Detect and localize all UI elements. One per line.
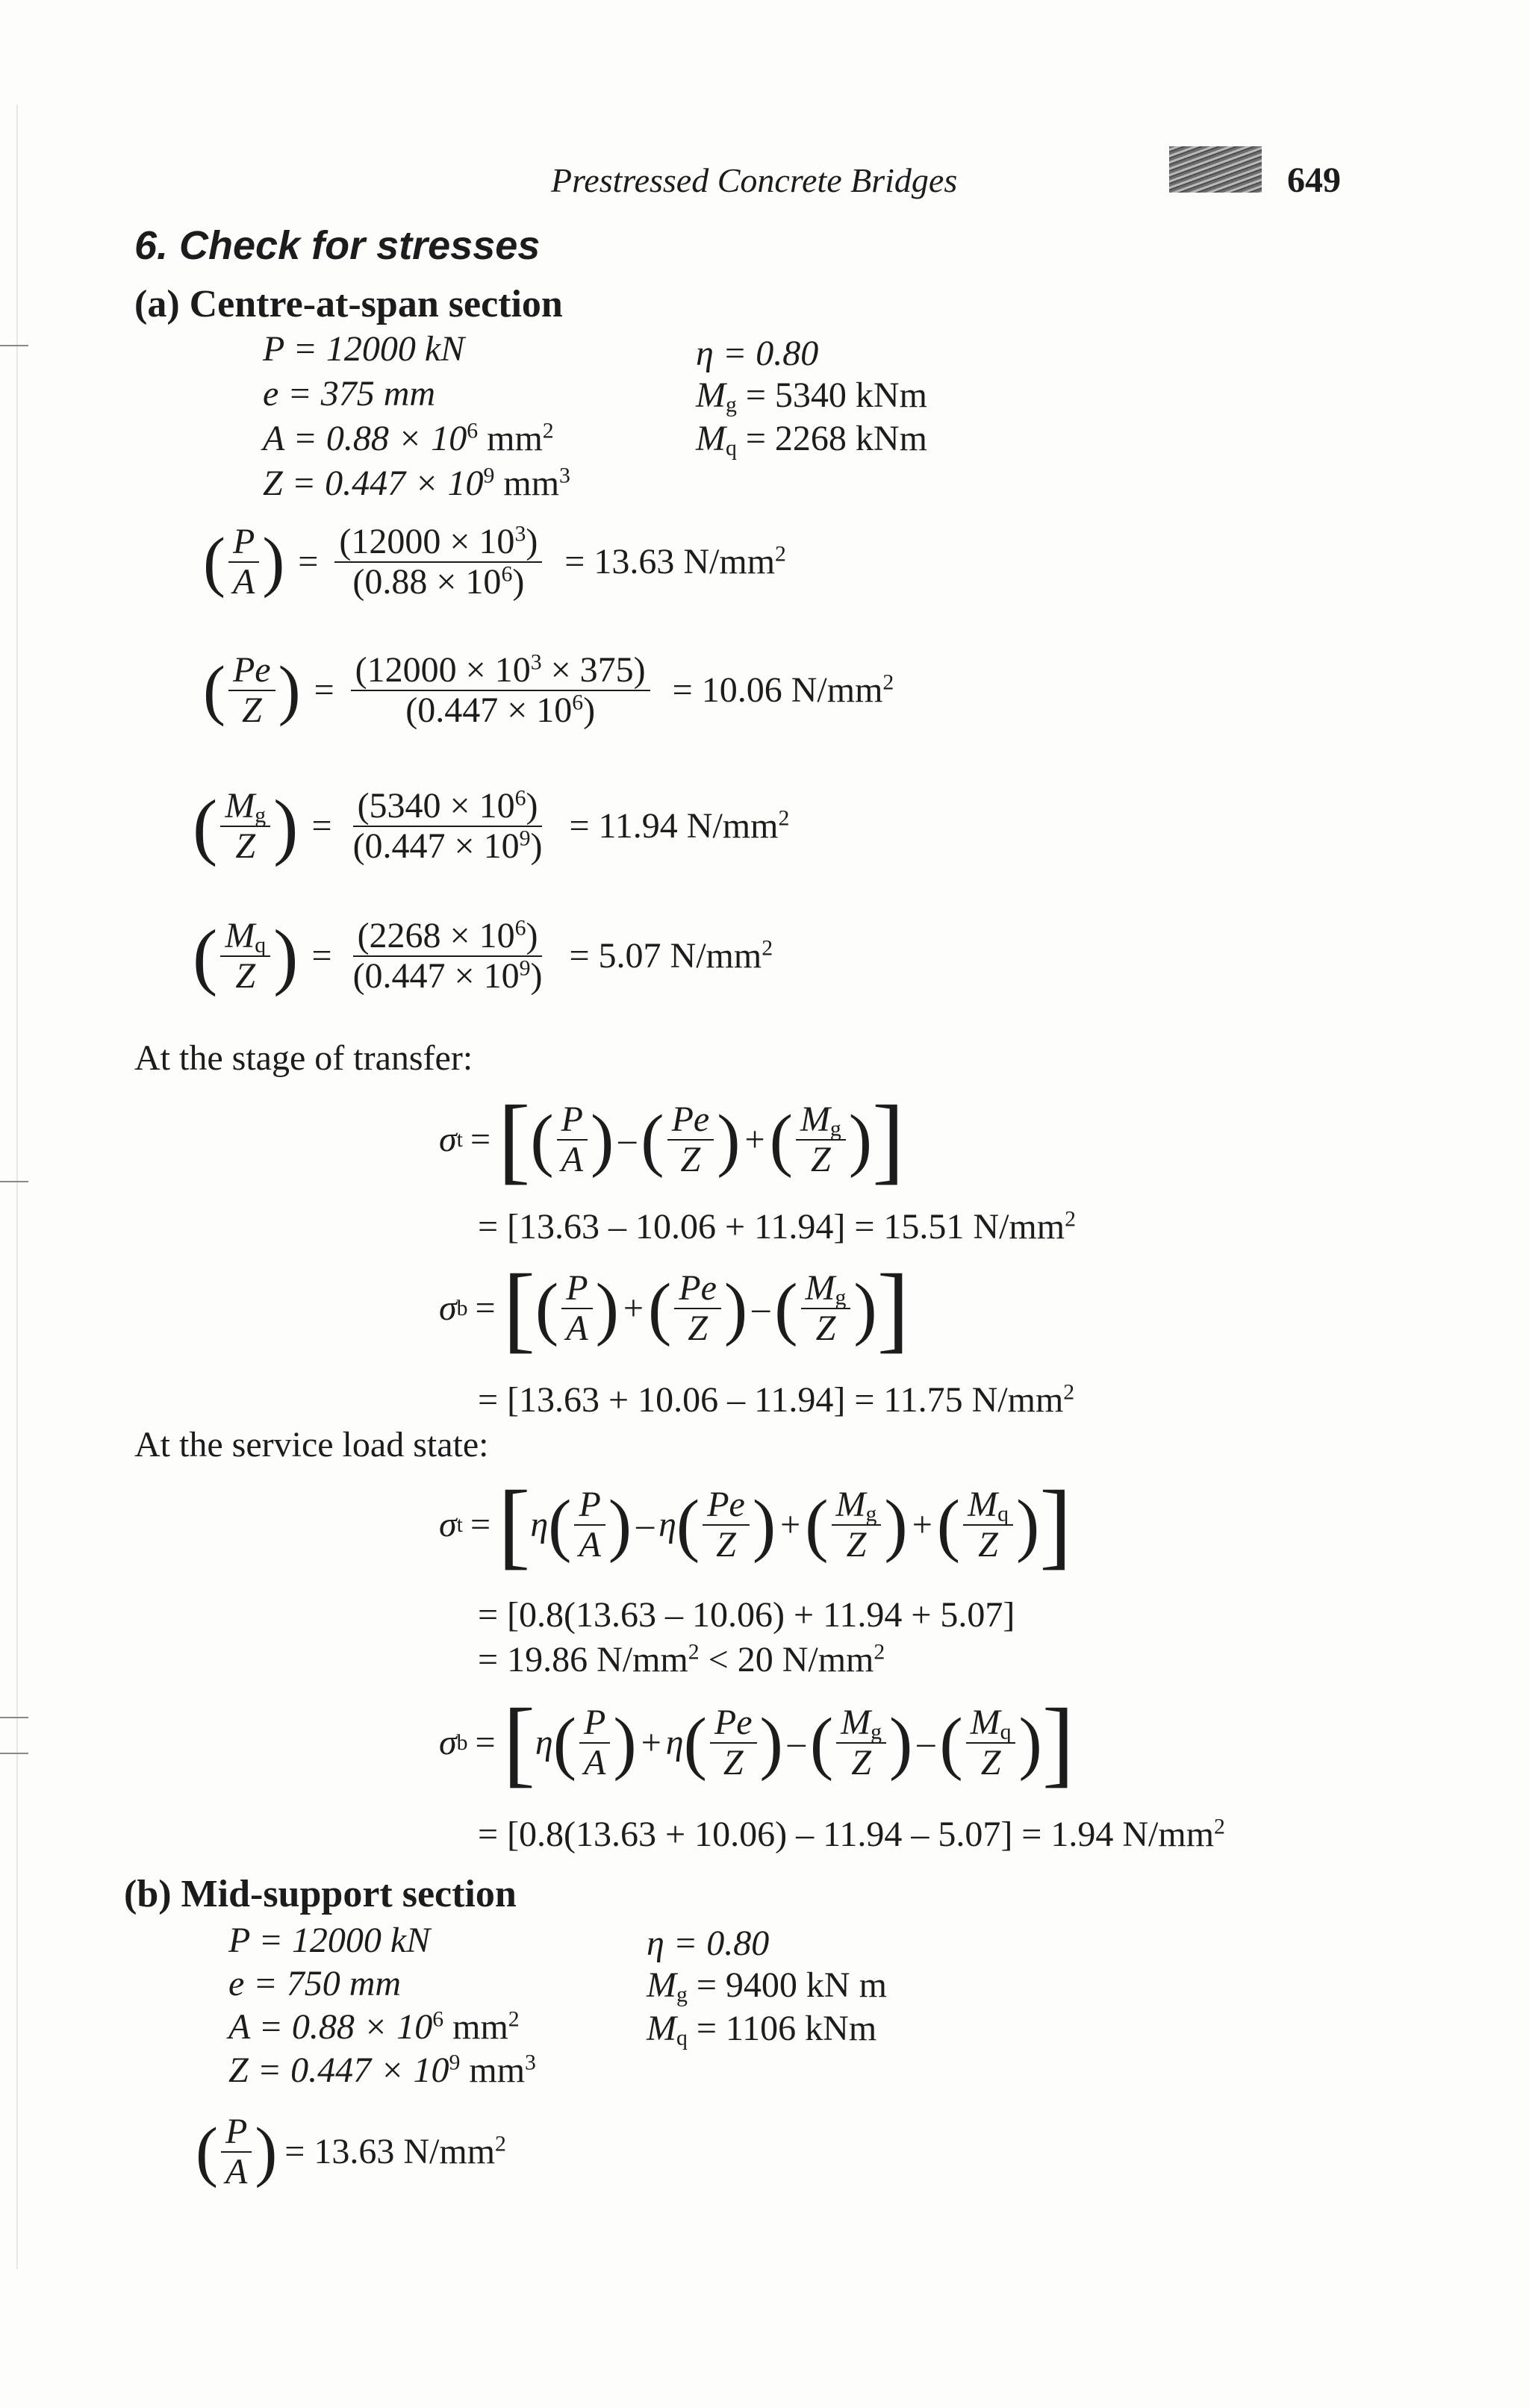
margin-tick (0, 1717, 28, 1718)
page-number: 649 (1287, 160, 1341, 200)
margin-tick (0, 1753, 28, 1754)
equation-Mg-over-Z: ( $\frac{M_g}{Z}$ ) = $\frac{(5340 \times 10^6)}{(0.447 \times 10^9)}$ = 11.94 $N/mm^2$ (193, 784, 790, 867)
equation-P-over-A: ( $\frac{P}{A}$ ) = $\frac{(12000 \times 10^3)}{(0.88 \times 10^6)}$ = 13.63 $N/mm^2$ (203, 521, 786, 602)
equation-Pe-over-Z: ( $\frac{Pe}{Z}$ ) = $\frac{(12000 \times 10^3 \times 375)}{(0.447 \times 10^6)}$ = 10.06 $N/mm^2$ (203, 649, 894, 730)
equation-transfer-sigma-t: σ t = [ ( $\frac{P}{A}$ ) – ( $\frac{Pe}{Z}$ ) + ( $\frac{M_g}{Z}$ ) ] (439, 1085, 905, 1194)
given-eta: η = 0.80 (647, 1924, 770, 1963)
transfer-sigma-t-result: = [13.63 – 10.06 + 11.94] = 15.51 $N/mm^2$ (478, 1206, 1076, 1247)
given-Mg: $M_g = 5340$ kNm (696, 375, 927, 417)
given-e: e = 750 mm (228, 1964, 402, 2003)
given-e: e = 375 mm (263, 374, 436, 414)
equation-service-sigma-b: σ b = [ η ( $\frac{P}{A}$ ) + η ( $\frac{Pe}{Z}$ ) – ( $\frac{M_g}{Z}$ ) – ( $\frac{M_q}{Z}$ ) ] (439, 1688, 1075, 1797)
equation-Mq-over-Z: ( $\frac{M_q}{Z}$ ) = $\frac{(2268 \times 10^6)}{(0.447 \times 10^9)}$ = 5.07 $N/mm^2$ (193, 914, 773, 997)
given-Mq: $M_q = 1106$ kNm (647, 2009, 877, 2050)
service-sigma-b-result: = [0.8(13.63 + 10.06) – 11.94 – 5.07] = 1.94 $N/mm^2$ (478, 1814, 1225, 1854)
part-a-heading: (a) Centre-at-span section (134, 283, 563, 325)
part-b-equation-P-over-A: ( $\frac{P}{A}$ ) = 13.63 $N/mm^2$ (196, 2112, 506, 2192)
scan-edge-line (16, 105, 18, 2269)
equation-service-sigma-t: σ t = [ η ( $\frac{P}{A}$ ) – η ( $\frac{Pe}{Z}$ ) + ( $\frac{M_g}{Z}$ ) + ( $\frac{M_q}{Z}$ ) ] (439, 1470, 1072, 1579)
given-Z: $Z = 0.447 \times 10^9$ $mm^3$ (263, 463, 570, 503)
given-Mg: $M_g = 9400$ kN m (647, 1965, 887, 2007)
given-eta: η = 0.80 (696, 334, 819, 373)
service-sigma-t-result: = 19.86 $N/mm^2 < 20$ $N/mm^2$ (478, 1639, 885, 1679)
given-P: P = 12000 kN (263, 329, 465, 369)
equation-transfer-sigma-b: σ b = [ ( $\frac{P}{A}$ ) + ( $\frac{Pe}{Z}$ ) – ( $\frac{M_g}{Z}$ ) ] (439, 1254, 909, 1362)
given-Mq: $M_q = 2268$ kNm (696, 419, 927, 461)
part-b-heading: (b) Mid-support section (124, 1873, 517, 1915)
transfer-label: At the stage of transfer: (134, 1038, 473, 1078)
margin-tick (0, 345, 28, 346)
section-heading: 6. Check for stresses (134, 223, 541, 268)
given-A: $A = 0.88 \times 10^6$ $mm^2$ (263, 418, 554, 458)
given-A: $A = 0.88 \times 10^6$ $mm^2$ (228, 2006, 520, 2047)
given-P: P = 12000 kN (228, 1921, 431, 1960)
service-sigma-t-working: = [0.8(13.63 – 10.06) + 11.94 + 5.07] (478, 1595, 1015, 1635)
given-Z: $Z = 0.447 \times 10^9$ $mm^3$ (228, 2050, 536, 2090)
running-title: Prestressed Concrete Bridges (551, 161, 958, 199)
service-label: At the service load state: (134, 1425, 489, 1465)
margin-tick (0, 1181, 28, 1182)
transfer-sigma-b-result: = [13.63 + 10.06 – 11.94] = 11.75 $N/mm^2$ (478, 1379, 1075, 1420)
page-ornament (1169, 146, 1262, 193)
